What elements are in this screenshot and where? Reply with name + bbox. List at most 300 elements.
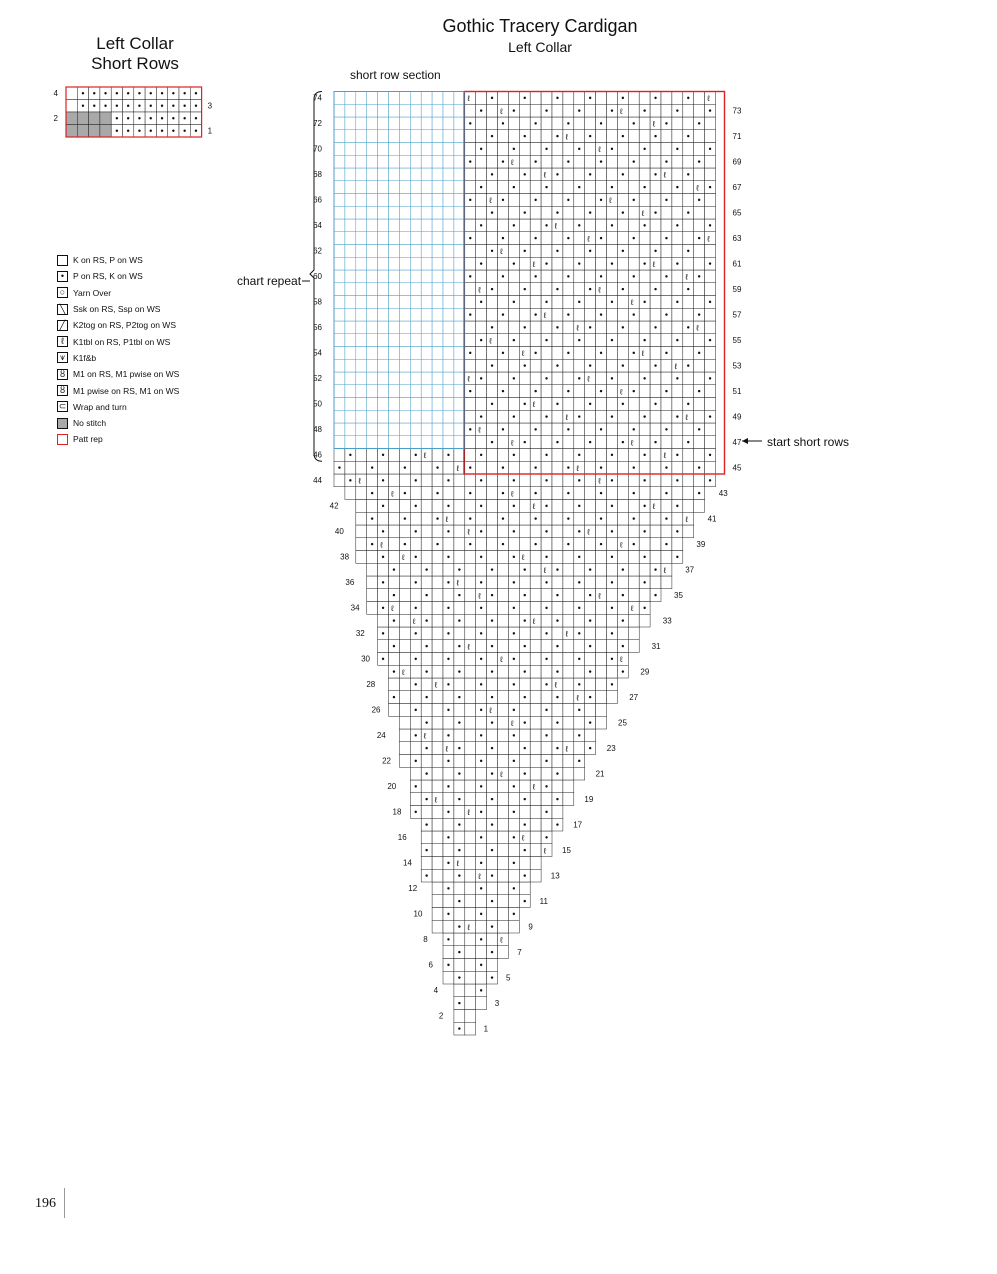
chart-cell	[443, 155, 454, 168]
row-number-left: 64	[313, 221, 322, 230]
chart-cell	[585, 653, 596, 666]
chart-cell	[672, 232, 683, 245]
chart-cell	[617, 194, 628, 207]
row-number-right: 53	[732, 361, 742, 371]
purl-mark	[611, 148, 613, 150]
chart-cell	[694, 104, 705, 117]
chart-cell	[585, 461, 596, 474]
purl-mark	[556, 173, 558, 175]
purl-mark	[469, 352, 471, 354]
purl-mark	[458, 747, 460, 749]
chart-cell	[345, 219, 356, 232]
purl-mark	[338, 466, 340, 468]
tbl-mark: ℓ	[663, 565, 667, 575]
chart-cell	[628, 474, 639, 487]
purl-mark	[524, 594, 526, 596]
row-number-left: 8	[423, 935, 428, 944]
chart-cell	[683, 143, 694, 156]
purl-mark	[480, 339, 482, 341]
chart-cell	[410, 372, 421, 385]
purl-mark	[665, 199, 667, 201]
chart-cell	[454, 678, 465, 691]
chart-cell	[410, 665, 421, 678]
chart-cell	[487, 806, 498, 819]
chart-cell	[345, 359, 356, 372]
chart-cell	[345, 194, 356, 207]
purl-mark	[534, 517, 536, 519]
purl-mark	[404, 517, 406, 519]
purl-mark	[654, 403, 656, 405]
chart-cell	[563, 104, 574, 117]
chart-cell	[432, 576, 443, 589]
chart-cell	[498, 640, 509, 653]
purl-mark	[172, 92, 174, 94]
chart-cell	[563, 767, 574, 780]
chart-cell	[530, 678, 541, 691]
chart-cell	[607, 92, 618, 105]
purl-mark	[665, 352, 667, 354]
chart-cell	[585, 602, 596, 615]
row-number-left: 72	[313, 119, 322, 128]
chart-cell	[465, 857, 476, 870]
purl-mark	[524, 823, 526, 825]
chart-cell	[421, 806, 432, 819]
chart-cell	[541, 614, 552, 627]
chart-cell	[389, 678, 400, 691]
tbl-mark: ℓ	[521, 349, 525, 358]
purl-mark	[425, 772, 427, 774]
row-number-left: 42	[329, 501, 339, 511]
chart-cell	[519, 487, 530, 500]
purl-mark	[611, 339, 613, 341]
purl-mark	[611, 658, 613, 660]
chart-cell	[585, 678, 596, 691]
purl-mark	[513, 734, 515, 736]
chart-cell	[508, 895, 519, 908]
chart-cell	[705, 155, 716, 168]
row-number-left: 50	[313, 399, 322, 409]
chart-cell	[443, 946, 454, 959]
chart-cell	[661, 296, 672, 309]
purl-mark	[600, 122, 602, 124]
chart-cell	[345, 372, 356, 385]
purl-mark	[447, 913, 449, 915]
chart-cell	[705, 347, 716, 360]
chart-cell	[465, 296, 476, 309]
chart-cell	[421, 117, 432, 130]
chart-cell	[345, 385, 356, 398]
purl-mark	[676, 186, 678, 188]
chart-cell	[530, 806, 541, 819]
chart-cell	[596, 551, 607, 564]
purl-mark	[382, 607, 384, 609]
chart-cell	[476, 895, 487, 908]
tbl-mark: ℓ	[652, 502, 656, 511]
chart-cell	[617, 512, 628, 525]
chart-cell	[530, 869, 541, 882]
chart-cell	[661, 257, 672, 270]
tbl-mark: ℓ	[456, 578, 460, 588]
purl-mark	[633, 275, 635, 277]
chart-cell	[454, 1010, 465, 1023]
purl-mark	[578, 530, 580, 532]
purl-mark	[425, 568, 427, 570]
chart-cell	[432, 831, 443, 844]
purl-mark	[600, 313, 602, 315]
chart-cell	[334, 270, 345, 283]
chart-cell	[508, 818, 519, 831]
row-number-right: 7	[517, 947, 522, 957]
k1fb-icon: ⩛	[57, 352, 68, 363]
chart-cell	[410, 767, 421, 780]
chart-cell	[596, 665, 607, 678]
purl-mark	[491, 568, 493, 570]
chart-cell	[519, 729, 530, 742]
purl-mark	[502, 543, 504, 545]
purl-mark	[654, 326, 656, 328]
chart-cell	[694, 130, 705, 143]
tbl-mark: ℓ	[467, 94, 470, 103]
purl-mark	[480, 811, 482, 813]
chart-cell	[356, 92, 367, 105]
purl-mark	[665, 122, 667, 124]
chart-cell	[650, 104, 661, 117]
chart-cell	[443, 181, 454, 194]
purl-mark	[556, 619, 558, 621]
row-number-right: 11	[539, 896, 548, 906]
chart-cell	[356, 321, 367, 334]
chart-cell	[498, 206, 509, 219]
chart-cell	[661, 398, 672, 411]
chart-cell	[410, 640, 421, 653]
chart-cell	[672, 194, 683, 207]
chart-cell	[683, 334, 694, 347]
purl-mark	[480, 862, 482, 864]
chart-cell	[454, 257, 465, 270]
purl-mark	[709, 109, 711, 111]
chart-cell	[421, 436, 432, 449]
chart-cell	[389, 155, 400, 168]
chart-cell	[508, 742, 519, 755]
purl-mark	[415, 505, 417, 507]
purl-mark	[556, 645, 558, 647]
purl-mark	[524, 211, 526, 213]
chart-cell	[628, 92, 639, 105]
chart-cell	[465, 627, 476, 640]
chart-cell	[389, 245, 400, 258]
chart-cell	[541, 347, 552, 360]
purl-mark	[183, 117, 185, 119]
chart-cell	[552, 474, 563, 487]
chart-cell	[421, 283, 432, 296]
chart-cell	[585, 423, 596, 436]
chart-cell	[432, 321, 443, 334]
purl-mark	[578, 262, 580, 264]
purl-mark	[709, 148, 711, 150]
chart-cell	[432, 385, 443, 398]
chart-cell	[541, 793, 552, 806]
chart-cell	[421, 857, 432, 870]
purl-mark	[524, 670, 526, 672]
purl-mark	[436, 543, 438, 545]
tbl-mark: ℓ	[620, 387, 623, 397]
chart-cell	[378, 398, 389, 411]
tbl-mark: ℓ	[532, 782, 536, 792]
tbl-mark: ℓ	[467, 642, 470, 652]
chart-cell	[367, 500, 378, 513]
chart-cell	[399, 602, 410, 615]
chart-cell	[454, 372, 465, 385]
chart-cell	[552, 551, 563, 564]
chart-cell	[432, 729, 443, 742]
tbl-mark: ℓ	[620, 655, 623, 664]
chart-cell	[476, 844, 487, 857]
chart-cell	[530, 691, 541, 704]
purl-mark	[458, 1027, 460, 1029]
purl-mark	[643, 556, 645, 558]
purl-mark	[161, 105, 163, 107]
chart-cell	[639, 385, 650, 398]
chart-cell	[465, 398, 476, 411]
chart-cell	[443, 257, 454, 270]
purl-mark	[480, 505, 482, 507]
purl-mark	[524, 250, 526, 252]
tbl-mark: ℓ	[500, 769, 503, 779]
purl-mark	[698, 275, 700, 277]
chart-cell	[465, 716, 476, 729]
tbl-mark: ℓ	[652, 119, 656, 129]
purl-mark	[556, 364, 558, 366]
purl-mark	[524, 721, 526, 723]
chart-cell	[410, 385, 421, 398]
chart-cell	[487, 308, 498, 321]
chart-cell	[519, 181, 530, 194]
chart-cell	[498, 551, 509, 564]
chart-cell	[454, 449, 465, 462]
row-number-right: 61	[732, 259, 742, 269]
chart-cell	[465, 321, 476, 334]
chart-cell	[399, 104, 410, 117]
purl-mark	[425, 798, 427, 800]
chart-cell	[552, 194, 563, 207]
chart-cell	[596, 500, 607, 513]
purl-mark	[480, 989, 482, 991]
chart-cell	[508, 385, 519, 398]
chart-cell	[432, 143, 443, 156]
chart-cell	[476, 130, 487, 143]
chart-cell	[508, 461, 519, 474]
chart-cell	[367, 117, 378, 130]
chart-cell	[541, 245, 552, 258]
purl-mark	[491, 250, 493, 252]
purl-mark	[622, 135, 624, 137]
purl-mark	[480, 913, 482, 915]
purl-mark	[643, 224, 645, 226]
chart-cell	[465, 691, 476, 704]
chart-cell	[334, 257, 345, 270]
chart-cell	[498, 143, 509, 156]
purl-mark	[611, 505, 613, 507]
purl-mark	[524, 747, 526, 749]
chart-cell	[552, 143, 563, 156]
chart-cell	[356, 245, 367, 258]
chart-cell	[650, 410, 661, 423]
purl-mark	[104, 105, 106, 107]
chart-cell	[563, 678, 574, 691]
purl-mark	[458, 823, 460, 825]
chart-cell	[672, 512, 683, 525]
chart-cell	[432, 920, 443, 933]
chart-cell	[498, 844, 509, 857]
chart-cell	[454, 245, 465, 258]
chart-cell	[389, 704, 400, 717]
row-number-right: 1	[483, 1024, 489, 1034]
chart-cell	[552, 461, 563, 474]
chart-cell	[498, 895, 509, 908]
tbl-mark: ℓ	[500, 655, 503, 664]
purl-mark	[534, 428, 536, 430]
chart-cell	[498, 219, 509, 232]
purl-mark	[567, 160, 569, 162]
chart-cell	[530, 181, 541, 194]
page-number: 196	[35, 1196, 56, 1211]
chart-cell	[530, 92, 541, 105]
short-row-cell	[89, 112, 100, 125]
purl-mark	[567, 492, 569, 494]
row-number-right: 55	[732, 335, 742, 345]
chart-cell	[650, 423, 661, 436]
chart-cell	[410, 334, 421, 347]
purl-mark	[600, 352, 602, 354]
purl-mark	[676, 505, 678, 507]
purl-mark	[643, 581, 645, 583]
chart-cell	[498, 474, 509, 487]
chart-cell	[628, 104, 639, 117]
purl-mark	[469, 428, 471, 430]
purl-mark	[447, 530, 449, 532]
chart-cell	[661, 576, 672, 589]
chart-cell	[389, 512, 400, 525]
chart-cell	[541, 385, 552, 398]
chart-cell	[596, 627, 607, 640]
purl-mark	[534, 122, 536, 124]
purl-mark	[687, 364, 689, 366]
chart-cell	[541, 155, 552, 168]
chart-cell	[617, 117, 628, 130]
chart-cell	[367, 130, 378, 143]
chart-cell	[519, 334, 530, 347]
purl-mark	[633, 352, 635, 354]
purl-mark	[425, 594, 427, 596]
tbl-mark: ℓ	[511, 157, 514, 167]
row-number-left: 58	[313, 297, 322, 307]
tbl-mark: ℓ	[598, 591, 601, 601]
purl-mark	[502, 237, 504, 239]
short-row-cell	[66, 112, 77, 125]
tbl-mark: ℓ	[489, 336, 492, 346]
chart-cell	[519, 576, 530, 589]
purl-mark	[458, 619, 460, 621]
chart-cell	[421, 831, 432, 844]
purl-mark	[524, 798, 526, 800]
chart-cell	[345, 423, 356, 436]
chart-cell	[541, 767, 552, 780]
short-row-cell	[66, 125, 77, 138]
chart-cell	[334, 359, 345, 372]
chart-cell	[487, 500, 498, 513]
chart-cell	[498, 946, 509, 959]
tbl-mark: ℓ	[467, 374, 470, 384]
chart-cell	[378, 436, 389, 449]
purl-mark	[195, 105, 197, 107]
chart-cell	[694, 449, 705, 462]
chart-cell	[596, 168, 607, 181]
chart-cell	[607, 640, 618, 653]
purl-mark	[447, 581, 449, 583]
tbl-mark: ℓ	[609, 196, 612, 205]
chart-cell	[454, 296, 465, 309]
chart-cell	[487, 538, 498, 551]
chart-cell	[410, 270, 421, 283]
chart-cell	[378, 334, 389, 347]
chart-cell	[367, 206, 378, 219]
purl-mark	[480, 479, 482, 481]
chart-cell	[399, 449, 410, 462]
chart-cell	[378, 640, 389, 653]
chart-cell	[563, 143, 574, 156]
chart-cell	[356, 194, 367, 207]
chart-cell	[356, 232, 367, 245]
chart-cell	[508, 398, 519, 411]
purl-mark	[534, 237, 536, 239]
chart-cell	[661, 359, 672, 372]
chart-cell	[639, 538, 650, 551]
chart-cell	[628, 130, 639, 143]
row-number-left: 68	[313, 170, 322, 179]
chart-cell	[399, 194, 410, 207]
chart-cell	[356, 296, 367, 309]
purl-mark	[578, 658, 580, 660]
chart-cell	[672, 283, 683, 296]
chart-cell	[672, 117, 683, 130]
chart-cell	[563, 525, 574, 538]
legend-item: ○ Yarn Over	[57, 285, 179, 301]
row-number-right: 65	[732, 208, 742, 218]
purl-mark	[491, 619, 493, 621]
purl-mark	[415, 530, 417, 532]
chart-cell	[487, 576, 498, 589]
chart-cell	[617, 602, 628, 615]
chart-cell	[465, 563, 476, 576]
row-number-left: 2	[438, 1011, 444, 1021]
chart-cell	[356, 500, 367, 513]
chart-cell	[530, 602, 541, 615]
purl-mark	[534, 352, 536, 354]
chart-cell	[378, 283, 389, 296]
chart-cell	[683, 232, 694, 245]
chart-cell	[421, 780, 432, 793]
chart-cell	[334, 385, 345, 398]
chart-cell	[476, 538, 487, 551]
chart-cell	[508, 844, 519, 857]
chart-cell	[585, 296, 596, 309]
chart-cell	[519, 500, 530, 513]
purl-mark	[687, 250, 689, 252]
row-number-right: 73	[732, 106, 742, 116]
purl-mark	[578, 109, 580, 111]
tbl-mark: ℓ	[423, 731, 427, 741]
chart-cell	[661, 500, 672, 513]
